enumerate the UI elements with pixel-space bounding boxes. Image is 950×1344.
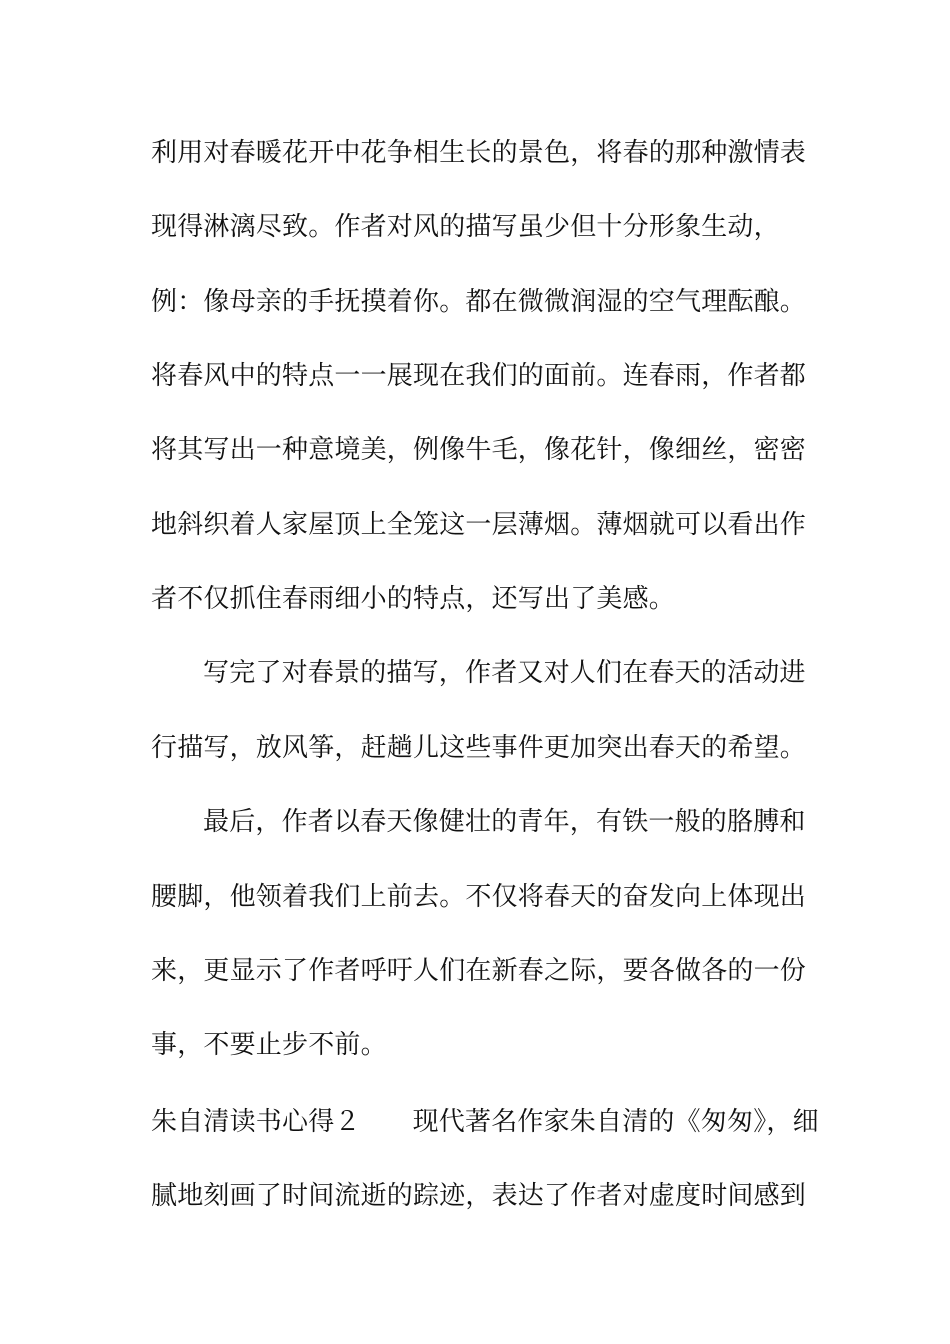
paragraph-line: 写完了对春景的描写，作者又对人们在春天的活动进 — [203, 658, 806, 688]
paragraph-line: 地斜织着人家屋顶上全笼这一层薄烟。薄烟就可以看出作 — [151, 510, 807, 540]
paragraph-line: 将春风中的特点一一展现在我们的面前。连春雨，作者都 — [151, 361, 807, 391]
section-title: 朱自清读书心得２ — [151, 1107, 361, 1137]
paragraph-line: 腰脚，他领着我们上前去。不仅将春天的奋发向上体现出 — [151, 882, 807, 912]
paragraph-line: 者不仅抓住春雨细小的特点，还写出了美感。 — [151, 584, 676, 614]
paragraph-line: 利用对春暖花开中花争相生长的景色，将春的那种激情表 — [151, 138, 807, 168]
paragraph-line: 现得淋漓尽致。作者对风的描写虽少但十分形象生动， — [151, 212, 780, 242]
paragraph-line: 最后，作者以春天像健壮的青年，有铁一般的胳膊和 — [203, 807, 806, 837]
paragraph-line: 腻地刻画了时间流逝的踪迹，表达了作者对虚度时间感到 — [151, 1181, 807, 1211]
paragraph-line: 将其写出一种意境美，例像牛毛，像花针，像细丝，密密 — [151, 435, 807, 465]
paragraph-line: 例：像母亲的手抚摸着你。都在微微润湿的空气理酝酿。 — [151, 287, 807, 317]
paragraph-line: 来，更显示了作者呼吁人们在新春之际，要各做各的一份 — [151, 956, 807, 986]
section-heading-line — [151, 1102, 851, 1142]
paragraph-text: 现代著名作家朱自清的《匆匆》，细 — [412, 1107, 819, 1137]
paragraph-line: 事，不要止步不前。 — [151, 1030, 387, 1060]
paragraph-line: 行描写，放风筝，赶趟儿这些事件更加突出春天的希望。 — [151, 733, 807, 763]
